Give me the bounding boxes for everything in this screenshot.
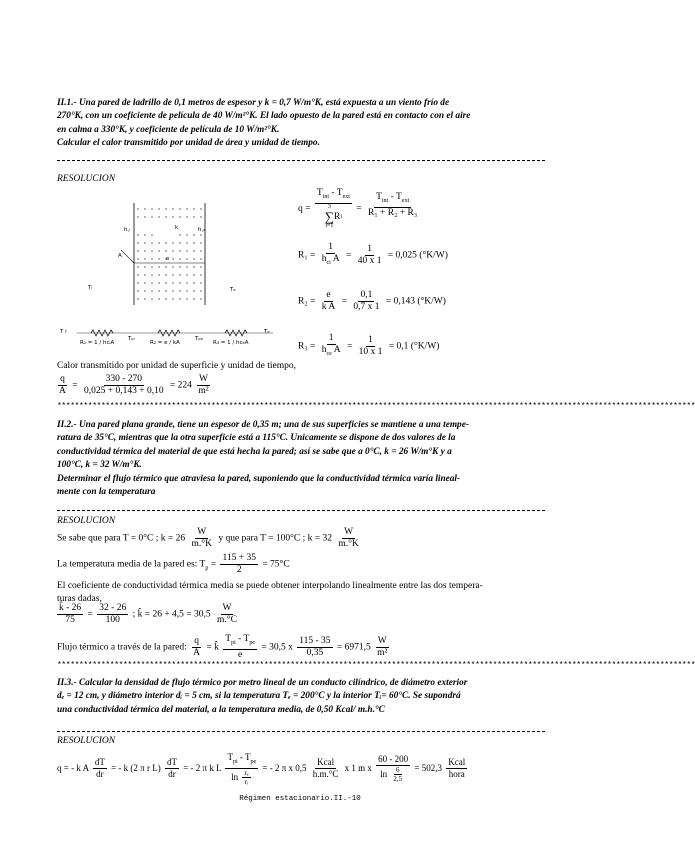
problem-3-statement xyxy=(57,677,545,717)
qa-equation: $\frac{q}{A}$ = $\frac{330 - 270}{0,025 + 0,143 + 0,10}$ = 224 $\frac{W}{\text{m²}}$ xyxy=(59,374,209,396)
r3-result: = 0,1 (°K/W) xyxy=(388,341,440,352)
statement-line: en calma a 330°K, y coeficiente de película de 10 W/m²°K. xyxy=(57,124,280,135)
qa-frac: $\frac{q}{A}$ xyxy=(59,374,66,396)
statement-line: II.3.- Calcular la densidad de flujo térmico por metro lineal de un conducto cilíndrico, de diámetro exterior xyxy=(57,678,468,688)
label-r2: R₂ = e / kA xyxy=(150,340,180,346)
r1-frac-2: $\frac{1}{40 x 1}$ xyxy=(357,243,382,266)
label-hce: h꜀ₑ xyxy=(198,227,206,233)
wall-dots xyxy=(137,208,201,299)
label-r3: R₃ = 1 / hᴄₑA xyxy=(213,340,249,346)
r3-equation: R₃ = $\frac{1}{h_{ce} A}$ = $\frac{1}{10 x 1}$ = 0,1 (°K/W) xyxy=(298,333,439,360)
statement-line: ratura de 35°C, mientras que la otra superficie está a 115°C. Unicamente se dispone de dos valores de la xyxy=(57,433,456,444)
r2-frac-2: $\frac{0,1}{0,7 x 1}$ xyxy=(353,290,380,312)
resolucion-heading: RESOLUCION xyxy=(57,516,116,526)
problem-2-statement xyxy=(57,419,545,499)
statement-line: Calcular el calor transmitido por unidad de área y unidad de tiempo. xyxy=(57,138,320,149)
statement-line: Determinar el flujo térmico que atraviesa la pared, suponiendo que la conductividad térmica varía lineal- xyxy=(57,473,461,484)
statement-line: 100°C, k = 32 W/m°K. xyxy=(57,460,142,471)
label-ti-network: T i xyxy=(60,329,67,335)
label-tpi: Tₚᵢ xyxy=(128,336,135,342)
r2-frac-1: $\frac{e}{\text{k A}}$ xyxy=(321,290,336,312)
q-fraction-2: $\frac{T_{int} - T_{ext}}{\text{R₁ + R₂ + R₃}}$ xyxy=(368,192,418,218)
interpolation-text: El coeficiente de conductividad térmica media se puede obtener interpolando linealmente entre las dos tempera- turas dadas, xyxy=(57,581,483,604)
statement-line: dₑ = 12 cm, y diámetro interior dᵢ = 5 cm, si la temperatura Tₑ = 200°C y la interior Tᵢ= 60°C. Se supondrá xyxy=(57,691,461,702)
label-Te: Tₑ xyxy=(230,287,236,293)
label-A: A xyxy=(118,253,122,259)
wall-diagram xyxy=(55,195,290,345)
r3-frac-2: $\frac{1}{10 x 1}$ xyxy=(358,334,383,357)
r2-result: = 0,143 (°K/W) xyxy=(385,296,446,307)
label-hci: h꜀ᵢ xyxy=(124,227,131,233)
r1-result: = 0,025 (°K/W) xyxy=(387,250,448,261)
qa-result: = 224 xyxy=(169,380,192,391)
sum-symbol: 3 ∑ i=1 R i xyxy=(324,203,343,229)
q-frac2-den: R₁ + R₂ + R₃ xyxy=(368,207,418,218)
label-te-network: Tₑ xyxy=(264,329,270,335)
equals: = xyxy=(356,204,362,215)
separator-line xyxy=(57,160,545,161)
statement-line: conductividad térmica del material de que está hecha la pared; así se sabe que a 0°C, k = 26 W/m°K y a xyxy=(57,446,452,457)
star-separator: ************************************************************************************************************************************************* xyxy=(57,402,695,411)
statement-line: II.2.- Una pared plana grande, tiene un espesor de 0,35 m; una de sus superficies se mantiene a una tempe- xyxy=(57,420,469,430)
q-fraction-1 xyxy=(315,188,352,230)
label-k: k xyxy=(175,225,179,231)
temperature-profile xyxy=(121,250,134,263)
mean-temperature-line: La temperatura media de la pared es: $T_p$ = $\frac{115 + 35}{2}$ = 75°C xyxy=(57,553,290,575)
resolucion-heading: RESOLUCION xyxy=(57,174,116,184)
label-r1: R₁ = 1 / hᴄᵢA xyxy=(80,340,115,346)
r1-frac-1: $\frac{1}{h_{ci} A}$ xyxy=(321,242,340,266)
q-lhs: q = xyxy=(298,204,311,215)
separator-line xyxy=(57,510,545,511)
star-separator: ************************************************************************************************************************************************* xyxy=(57,661,695,670)
qa-unit: $\frac{W}{\text{m²}}$ xyxy=(198,374,209,396)
r3-frac-1: $\frac{1}{h_{ce} A}$ xyxy=(321,333,341,357)
separator-line xyxy=(57,731,545,732)
statement-line: una conductividad térmica del material, a la temperatura media, de 0,50 Kcal/ m.h.°C xyxy=(57,704,385,715)
r2-equation: R₂ = $\frac{e}{\text{k A}}$ = $\frac{0,1}{0,7 x 1}$ = 0,143 (°K/W) xyxy=(298,290,446,312)
cylinder-flux-equation: q = - k A $\frac{dT}{dr}$ = - k (2 π r L) $\frac{dT}{dr}$ = - 2 π k L $T_{pi} - T_{pe}$ ln $\frac{\text{rₑ}}{\text{rᵢ}}$ = - 2 π x 0,5 $\frac{\text{Kcal}}{h.m.^\circ C}$ x 1 m x 60 - 200 ln $\frac{6}{2,5}$ = 502,3 $\frac{\text{Kcal}}{\text{hora}}$ xyxy=(57,752,466,786)
q-frac1-num: $T_{int} - T_{ext}$ xyxy=(315,188,352,204)
resolucion-heading: RESOLUCION xyxy=(57,736,116,746)
page-footer: Régimen estacionario.II.-10 xyxy=(239,795,361,803)
calor-text: Calor transmitido por unidad de superficie y unidad de tiempo, xyxy=(57,361,297,371)
problem-1-statement xyxy=(57,97,545,151)
qa-value-frac: $\frac{330 - 270}{0,025 + 0,143 + 0,10}$ xyxy=(83,374,164,396)
q-equation xyxy=(298,188,421,230)
label-tpe: Tₚₑ xyxy=(195,336,204,342)
k-values-line: Se sabe que para T = 0°C ; k = 26 $\frac{W}{m.^\circ K}$ y que para T = 100°C ; k = 32 $\frac{W}{m.^\circ K}$ xyxy=(57,527,359,549)
statement-line: II.1.- Una pared de ladrillo de 0,1 metros de espesor y k = 0,7 W/m°K, está expuesta a un viento frío de xyxy=(57,98,450,108)
label-e: e xyxy=(166,256,170,262)
flux-equation: Flujo térmico a través de la pared: $\frac{q}{A}$ = k̂ $\frac{T_{pi} - T_{pe}}{e}$ = 30,5 x $\frac{115 - 35}{0,35}$ = 6971,5 $\frac{W}{\text{m²}}$ xyxy=(57,634,388,660)
statement-line: 270°K, con un coeficiente de película de 40 W/m²°K. El lado opuesto de la pared está en contacto con el aire xyxy=(57,111,471,122)
r1-equation: R₁ = $\frac{1}{h_{ci} A}$ = $\frac{1}{40 x 1}$ = 0,025 (°K/W) xyxy=(298,242,448,269)
k-interpolation-eq: $\frac{k̂ - 26}{75}$ = $\frac{32 - 26}{100}$ ; k̂ = 26 + 4,5 = 30,5 $\frac{W}{m.^\circ C}$ xyxy=(59,603,237,625)
label-Ti: Tᵢ xyxy=(88,285,93,291)
statement-line: mente con la temperatura xyxy=(57,487,156,498)
